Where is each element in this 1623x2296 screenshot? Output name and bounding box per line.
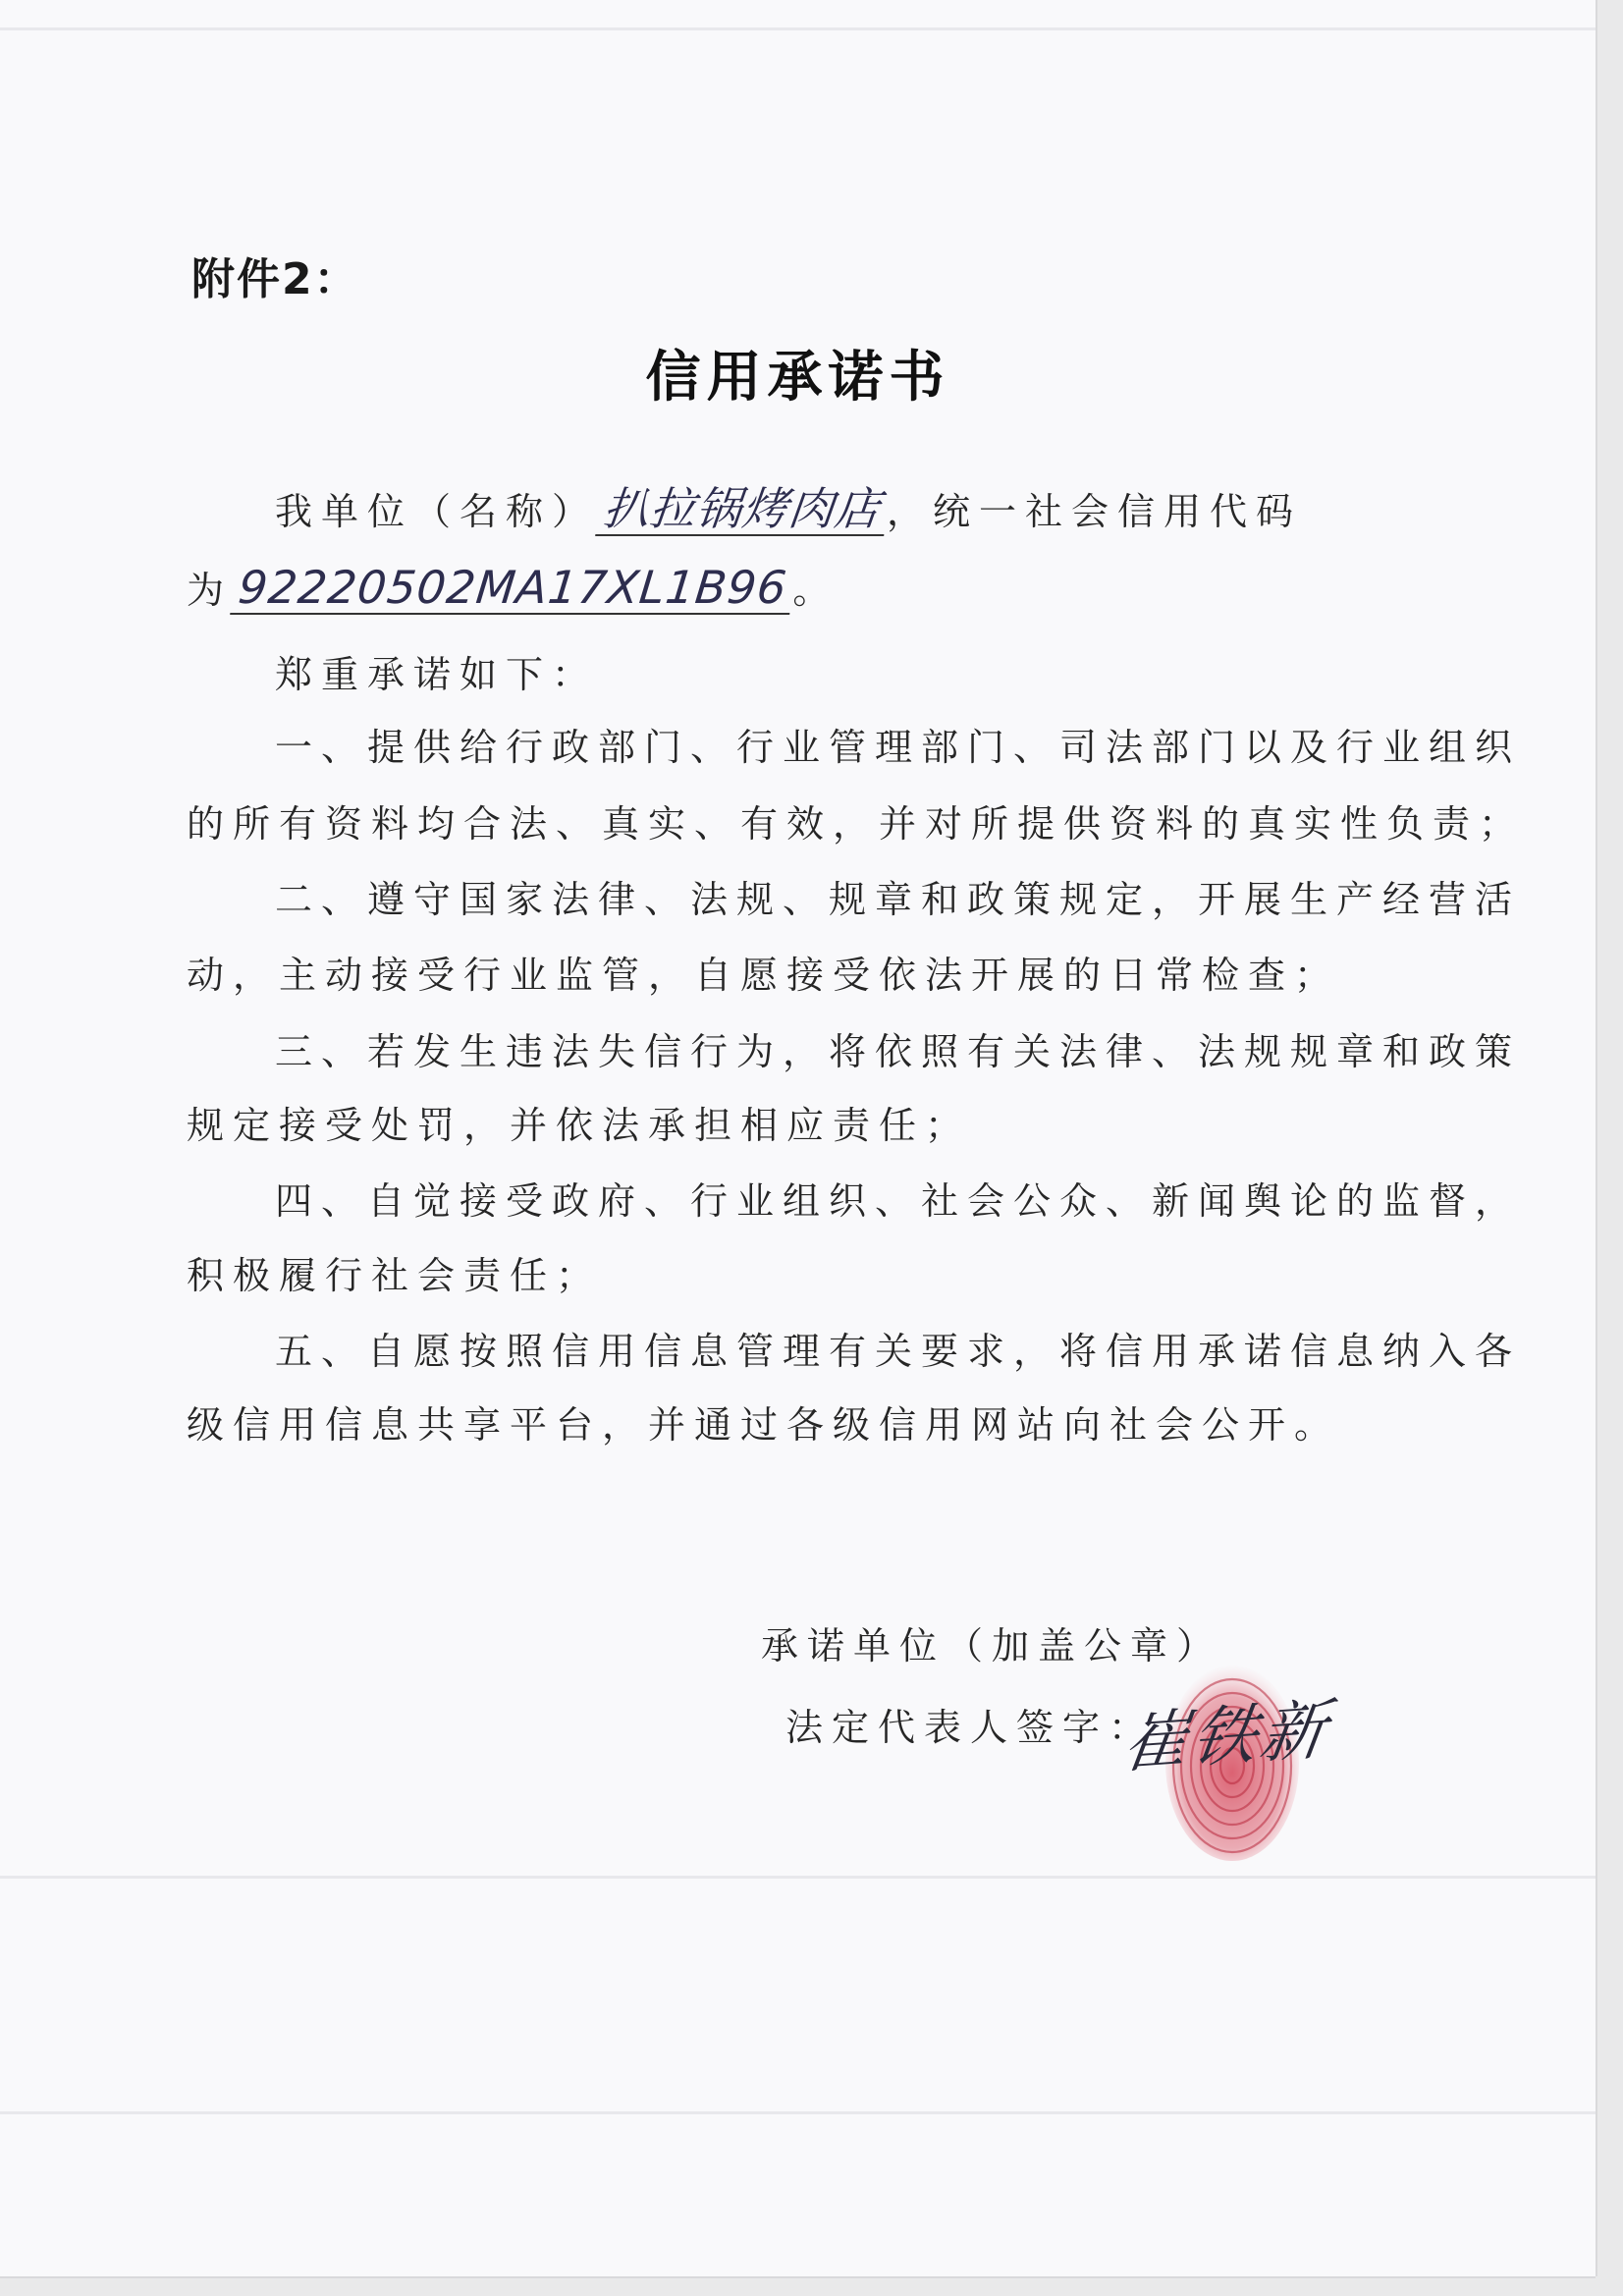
code-suffix: 。 xyxy=(792,569,839,612)
commitment-intro: 郑重承诺如下： xyxy=(275,653,599,696)
document-title: 信用承诺书 xyxy=(645,346,950,410)
commitment-item-4-a: 四、自觉接受政府、行业组织、社会公众、新闻舆论的监督， xyxy=(275,1179,1522,1223)
commitment-item-5-a: 五、自愿按照信用信息管理有关要求，将信用承诺信息纳入各 xyxy=(275,1330,1522,1373)
commitment-item-1-a: 一、提供给行政部门、行业管理部门、司法部门以及行业组织 xyxy=(275,726,1522,769)
commitment-item-2-b: 动，主动接受行业监管，自愿接受依法开展的日常检查； xyxy=(187,954,1341,997)
scan-artifact xyxy=(0,27,1596,30)
scan-artifact xyxy=(0,2111,1596,2114)
attachment-label: 附件2： xyxy=(191,254,359,304)
handwritten-signature: 崔铁新 xyxy=(1117,1691,1335,1782)
handwritten-company-name: 扒拉锅烤肉店 xyxy=(595,483,890,536)
commitment-item-4-b: 积极履行社会责任； xyxy=(187,1254,603,1297)
name-suffix: ，统一社会信用代码 xyxy=(887,490,1303,533)
commit-unit-label: 承诺单位（加盖公章） xyxy=(761,1624,1223,1667)
commitment-item-3-a: 三、若发生违法失信行为，将依照有关法律、法规规章和政策 xyxy=(275,1030,1522,1073)
declaration-line-1 xyxy=(275,481,1302,536)
declaration-line-2 xyxy=(187,560,839,615)
code-prefix: 为 xyxy=(187,569,234,612)
name-prefix: 我单位（名称） xyxy=(275,490,599,533)
commitment-item-3-b: 规定接受处罚，并依法承担相应责任； xyxy=(187,1104,972,1147)
handwritten-credit-code: 92220502MA17XL1B96 xyxy=(230,562,795,615)
scan-artifact xyxy=(0,1876,1596,1879)
legal-rep-label: 法定代表人签字： xyxy=(785,1706,1156,1749)
commitment-item-1-b: 的所有资料均合法、真实、有效，并对所提供资料的真实性负责； xyxy=(187,802,1526,846)
commitment-item-5-b: 级信用信息共享平台，并通过各级信用网站向社会公开。 xyxy=(187,1403,1341,1447)
commitment-item-2-a: 二、遵守国家法律、法规、规章和政策规定，开展生产经营活 xyxy=(275,878,1522,921)
